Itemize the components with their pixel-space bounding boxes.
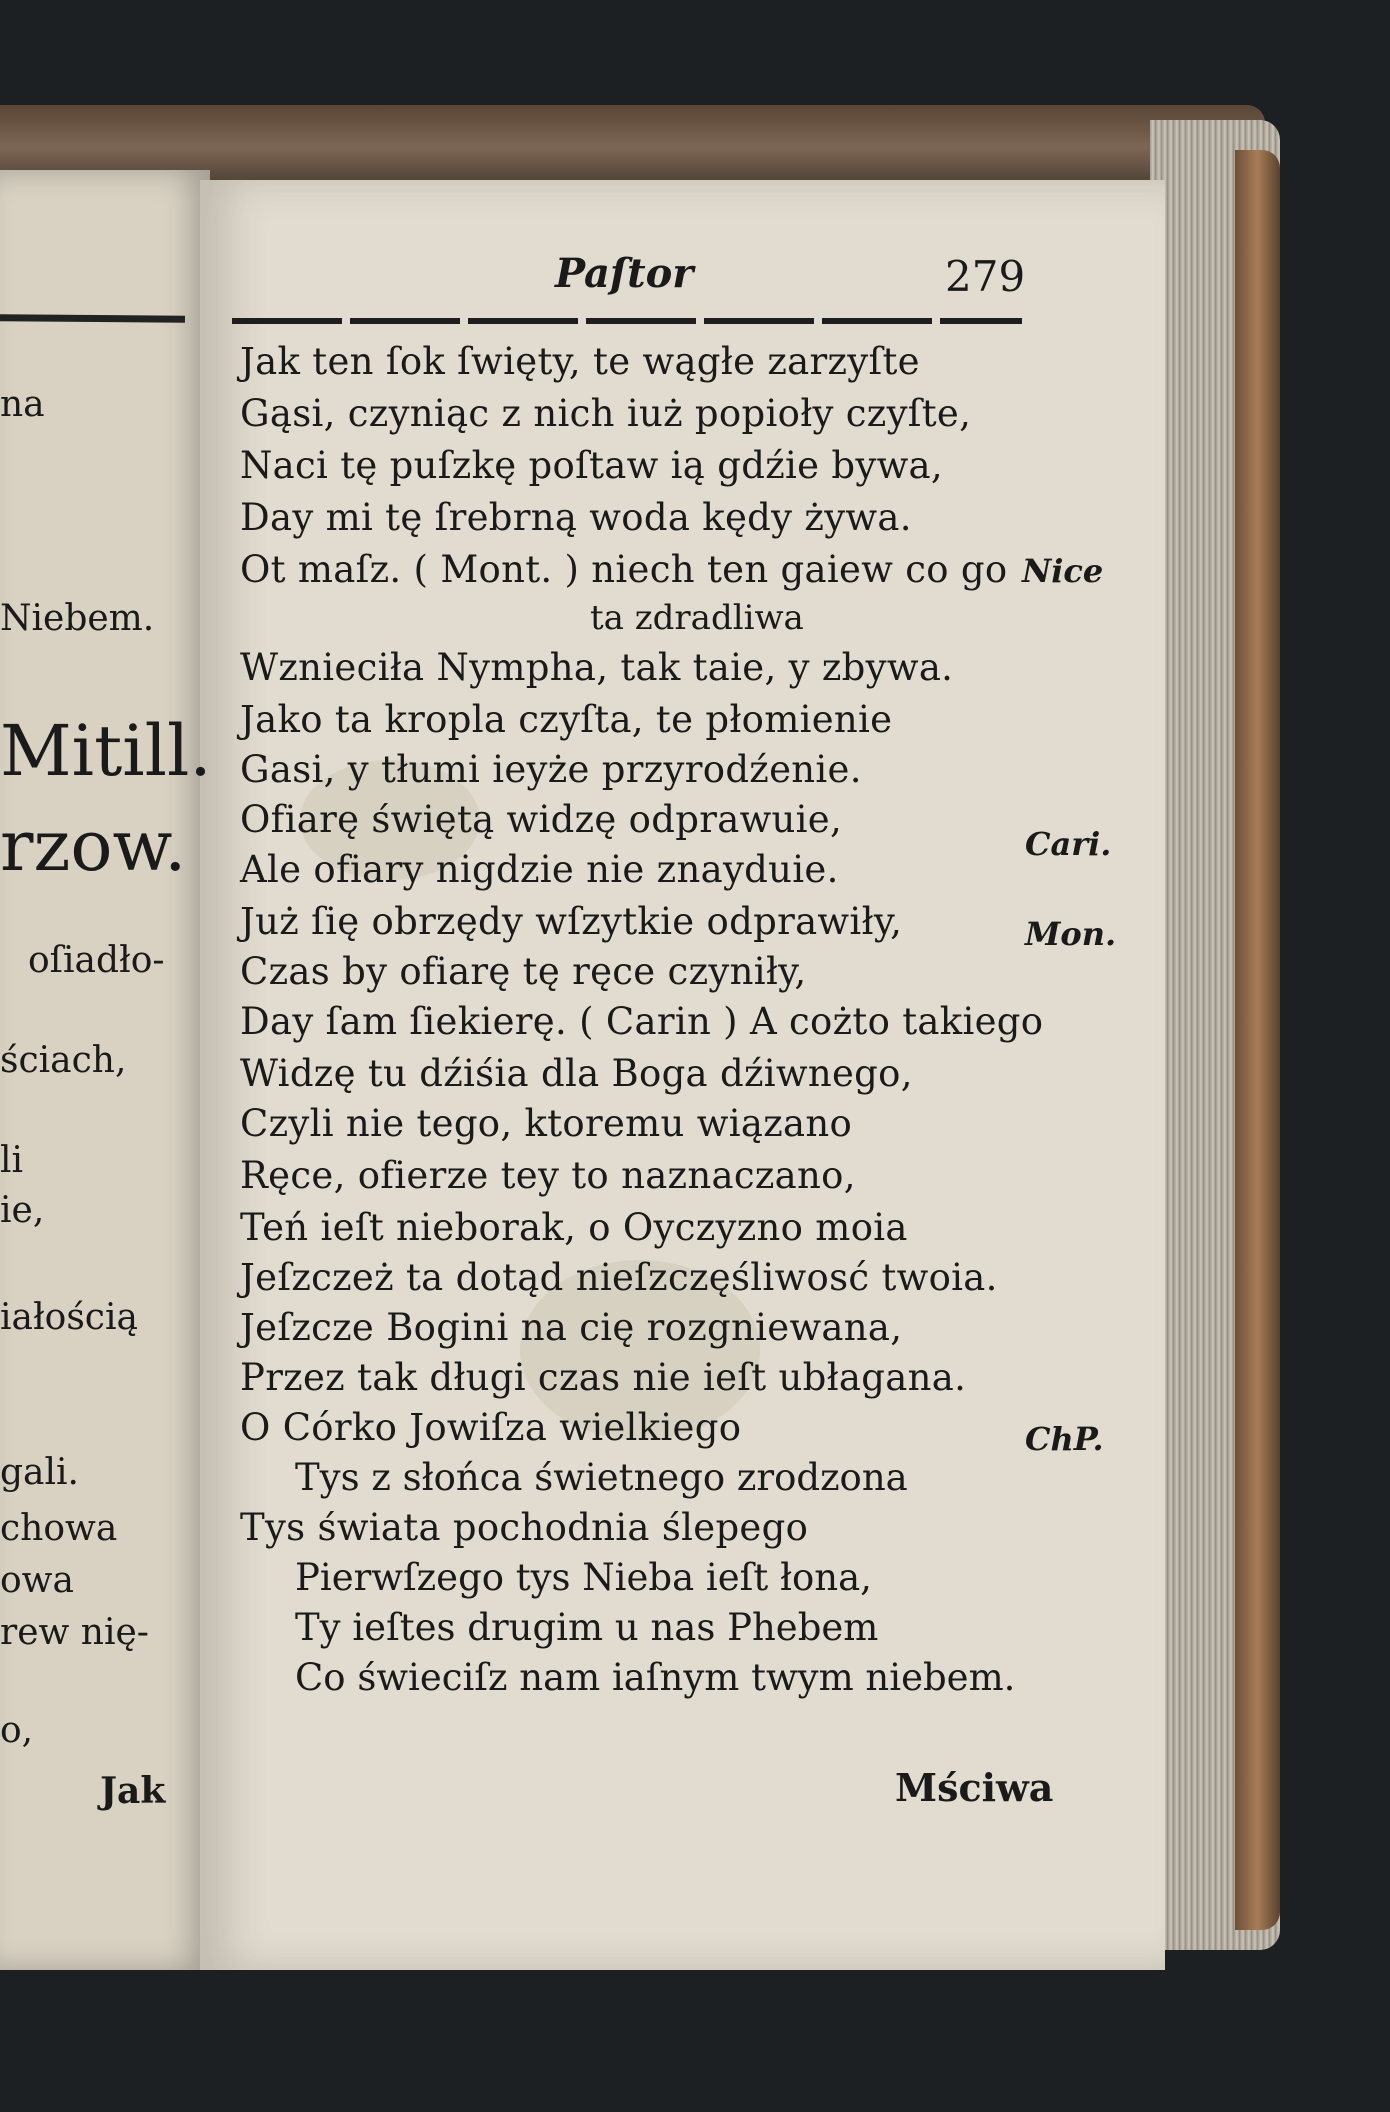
page-number: 279	[945, 252, 1026, 301]
left-fragment: gali.	[0, 1452, 79, 1493]
catchword: Jak	[100, 1770, 166, 1812]
left-fragment: ie,	[0, 1190, 45, 1231]
verse-line: Day ſam ſiekierę. ( Carin ) A cożto takiego	[240, 1000, 1044, 1043]
verse-line: Tys świata pochodnia ślepego	[240, 1506, 809, 1549]
verse-line: Przez tak długi czas nie ieſt ubłagana.	[240, 1356, 967, 1399]
verse-line: Pierwſzego tys Nieba ieſt łona,	[295, 1556, 872, 1599]
verse-line: Naci tę puſzkę poſtaw ią gdźie bywa,	[240, 444, 943, 487]
verse-line: Co świeciſz nam iaſnym twym niebem.	[295, 1656, 1016, 1699]
verse-line: Tys z słońca świetnego zrodzona	[295, 1456, 908, 1499]
verse-line: Czas by ofiarę tę ręce czyniły,	[240, 950, 807, 993]
left-fragment: Niebem.	[0, 598, 155, 639]
running-title: Paſtor	[555, 250, 694, 297]
verse-line: Ofiarę świętą widzę odprawuie,	[240, 798, 843, 841]
verse-line: ta zdradliwa	[590, 598, 804, 638]
verse-line: Już ſię obrzędy wſzytkie odprawiły,	[240, 900, 903, 943]
catchword: Mściwa	[895, 1765, 1054, 1810]
left-fragment: iałością	[0, 1297, 138, 1338]
verse-line: Jak ten ſok ſwięty, te wągłe zarzyſte	[240, 340, 920, 383]
verse-line: Jako ta kropla czyſta, te płomienie	[240, 698, 893, 741]
left-fragment: owa	[0, 1560, 74, 1601]
verse-line: Ręce, ofierze tey to naznaczano,	[240, 1154, 856, 1197]
verse-line: O Córko Jowiſza wielkiego	[240, 1406, 742, 1449]
left-fragment: Mitill.	[0, 710, 212, 792]
left-fragment: na	[0, 384, 45, 425]
speaker-tag: Mon.	[1025, 915, 1117, 953]
speaker-tag: ChP.	[1025, 1420, 1104, 1458]
verse-line: Teń ieſt nieborak, o Oyczyzno moia	[240, 1206, 908, 1249]
verse-line: Gasi, y tłumi ieyże przyrodźenie.	[240, 748, 862, 791]
verse-line: Widzę tu dźiśia dla Boga dźiwnego,	[240, 1052, 913, 1095]
verse-line: Jeſzcze Bogini na cię rozgniewana,	[240, 1306, 903, 1349]
header-rule	[232, 318, 1022, 324]
left-fragment: li	[0, 1140, 24, 1181]
left-fragment: rzow.	[0, 805, 187, 887]
speaker-tag: Nice	[1022, 552, 1104, 590]
speaker-tag: Cari.	[1025, 825, 1112, 863]
left-fragment: chowa	[0, 1508, 118, 1549]
cover-edge	[1235, 150, 1280, 1930]
verse-line: Ot maſz. ( Mont. ) niech ten gaiew co go	[240, 548, 1008, 591]
left-fragment: oſiadło-	[28, 940, 165, 981]
verse-line: Gąsi, czyniąc z nich iuż popioły czyſte,	[240, 392, 972, 435]
verse-line: Czyli nie tego, ktoremu wiązano	[240, 1102, 853, 1145]
verse-line: Ale ofiary nigdzie nie znayduie.	[240, 848, 839, 891]
verse-line: Wznieciła Nympha, tak taie, y zbywa.	[240, 646, 954, 689]
verse-line: Day mi tę ſrebrną woda kędy żywa.	[240, 496, 912, 539]
left-fragment: ściach,	[0, 1040, 127, 1081]
left-fragment: rew nię-	[0, 1612, 149, 1653]
verse-line: Jeſzczeż ta dotąd nieſzczęśliwosć twoia.	[240, 1256, 998, 1299]
left-fragment: o,	[0, 1710, 34, 1751]
verse-line: Ty ieſtes drugim u nas Phebem	[295, 1606, 879, 1649]
